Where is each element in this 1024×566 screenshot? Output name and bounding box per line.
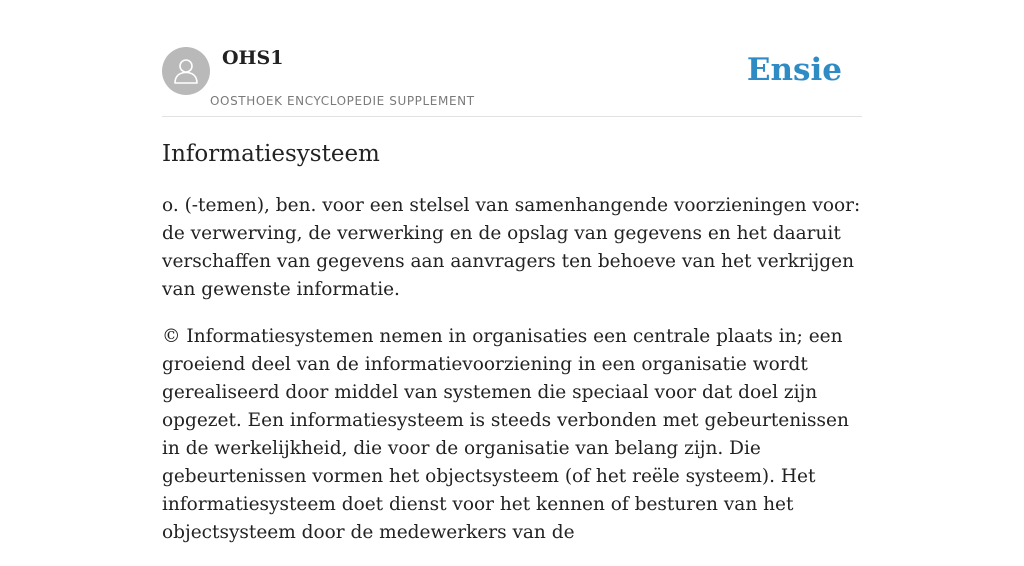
article-paragraph: © Informatiesystemen nemen in organisaties een centrale plaats in; een groeiend deel van de informatievoorziening in een organisatie wordt gerealiseerd door middel van systemen die speciaal voor dat doel zijn opgezet. Een informatiesysteem is steeds verbonden met gebeurtenissen in de werkelijkheid, die voor de organisatie van belang zijn. Die gebeurtenissen vormen het objectsysteem (of het reële systeem). Het informatiesysteem doet dienst voor het kennen of besturen van het objectsysteem door de medewerkers van de bbox=[162, 326, 849, 543]
user-icon bbox=[171, 56, 201, 86]
article-paragraph: o. (-temen), ben. voor een stelsel van samenhangende voorzieningen voor: de verwerving, de verwerking en de opslag van gegevens en het daaruit verschaffen van gegevens aan aanvragers ten behoeve van het verkrijgen van gewenste informatie. bbox=[162, 195, 861, 300]
page-header bbox=[162, 0, 862, 117]
source-title[interactable]: OHS1 bbox=[222, 47, 284, 69]
entry-title: Informatiesysteem bbox=[162, 141, 380, 167]
article bbox=[162, 138, 862, 566]
brand-logo[interactable]: Ensie bbox=[746, 52, 842, 88]
source-subtitle: OOSTHOEK ENCYCLOPEDIE SUPPLEMENT bbox=[210, 94, 475, 108]
avatar[interactable] bbox=[162, 47, 210, 95]
